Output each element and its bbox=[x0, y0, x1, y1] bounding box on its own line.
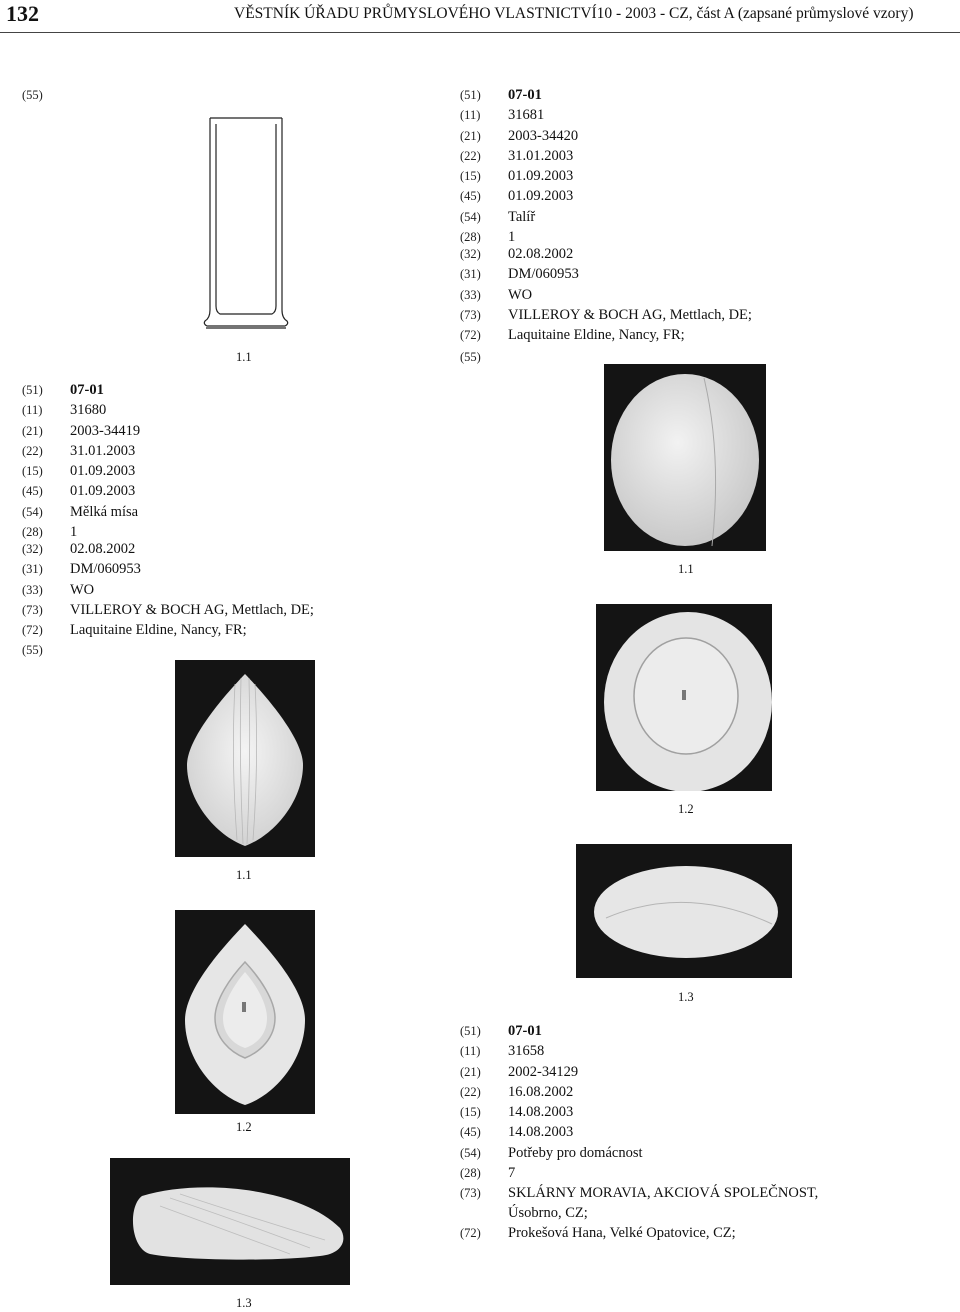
field-code: (72) bbox=[22, 623, 43, 638]
field-value: Prokešová Hana, Velké Opatovice, CZ; bbox=[508, 1225, 736, 1242]
field-code: (72) bbox=[460, 328, 481, 343]
field-value: VILLEROY & BOCH AG, Mettlach, DE; bbox=[508, 306, 752, 323]
field-code: (31) bbox=[460, 267, 481, 282]
field-code: (11) bbox=[22, 403, 43, 418]
field-value: 16.08.2002 bbox=[508, 1083, 574, 1100]
field-code: (28) bbox=[460, 230, 481, 245]
figure-caption: 1.2 bbox=[236, 1120, 252, 1134]
field-value: 07-01 bbox=[70, 382, 104, 398]
field-value: DM/060953 bbox=[508, 266, 579, 283]
field-code: (22) bbox=[22, 443, 43, 458]
field-code: (32) bbox=[460, 247, 481, 262]
field-code: (54) bbox=[22, 504, 43, 519]
field-code: (33) bbox=[460, 287, 481, 302]
field-code: (72) bbox=[460, 1226, 481, 1241]
page-header bbox=[0, 0, 960, 34]
field-code: (33) bbox=[22, 582, 43, 597]
figure-caption: 1.1 bbox=[236, 350, 252, 364]
field-code: (15) bbox=[22, 464, 43, 479]
figure-caption: 1.3 bbox=[678, 990, 694, 1004]
field-code: (21) bbox=[460, 128, 481, 143]
field-value: 14.08.2003 bbox=[508, 1124, 574, 1141]
shallow-bowl-photo-icon bbox=[110, 1158, 350, 1285]
owner-line-1: SKLÁRNY MORAVIA, AKCIOVÁ SPOLEČNOST, bbox=[508, 1185, 819, 1202]
field-code: (11) bbox=[460, 1044, 481, 1059]
field-code: (21) bbox=[22, 423, 43, 438]
journal-title: VĚSTNÍK ÚŘADU PRŮMYSLOVÉHO VLASTNICTVÍ10 - 2003 - CZ, část A (zapsané průmyslové vzory) bbox=[234, 5, 914, 22]
record-prev-code-55: (55) bbox=[22, 88, 43, 102]
field-value: 01.09.2003 bbox=[508, 168, 574, 185]
field-value: 02.08.2002 bbox=[508, 246, 574, 263]
figure-caption: 1.2 bbox=[678, 802, 694, 816]
field-code: (28) bbox=[460, 1166, 481, 1181]
field-code: (32) bbox=[22, 542, 43, 557]
figure-caption: 1.1 bbox=[236, 868, 252, 882]
field-value: WO bbox=[70, 581, 95, 598]
field-code: (15) bbox=[460, 1105, 481, 1120]
field-value: 2002-34129 bbox=[508, 1063, 579, 1080]
shallow-bowl-photo-icon bbox=[175, 660, 315, 857]
field-value: 31.01.2003 bbox=[70, 442, 136, 459]
glass-vase-drawing-icon bbox=[200, 114, 292, 332]
field-value: 31680 bbox=[70, 402, 107, 419]
figure-caption: 1.3 bbox=[236, 1296, 252, 1310]
field-code: (22) bbox=[460, 1084, 481, 1099]
field-code: (73) bbox=[22, 602, 43, 617]
plate-photo-icon bbox=[596, 604, 772, 791]
record-31680-code-55: (55) bbox=[22, 643, 43, 657]
field-value: Laquitaine Eldine, Nancy, FR; bbox=[508, 327, 685, 344]
owner-line-2: Úsobrno, CZ; bbox=[508, 1205, 588, 1222]
field-code: (11) bbox=[460, 108, 481, 123]
field-code: (54) bbox=[460, 1145, 481, 1160]
field-value: 02.08.2002 bbox=[70, 541, 136, 558]
field-value: 14.08.2003 bbox=[508, 1104, 574, 1121]
field-code: (51) bbox=[460, 1024, 481, 1038]
field-code: (45) bbox=[22, 484, 43, 499]
field-value: Potřeby pro domácnost bbox=[508, 1144, 643, 1161]
field-value: 7 bbox=[508, 1165, 516, 1182]
plate-photo-icon bbox=[604, 364, 766, 551]
field-code: (15) bbox=[460, 169, 481, 184]
field-value: VILLEROY & BOCH AG, Mettlach, DE; bbox=[70, 601, 314, 618]
field-value: 07-01 bbox=[508, 87, 542, 103]
field-code: (73) bbox=[460, 1186, 481, 1201]
record-31681-code-55: (55) bbox=[460, 350, 481, 364]
field-value: 31658 bbox=[508, 1043, 545, 1060]
field-value: 01.09.2003 bbox=[70, 463, 136, 480]
page-number: 132 bbox=[6, 1, 39, 26]
header-divider bbox=[0, 32, 960, 33]
field-code: (73) bbox=[460, 307, 481, 322]
field-value: DM/060953 bbox=[70, 561, 141, 578]
plate-photo-icon bbox=[576, 844, 792, 978]
field-code: (45) bbox=[460, 1125, 481, 1140]
field-value: Mělká mísa bbox=[70, 503, 139, 520]
field-value: 31681 bbox=[508, 107, 545, 124]
shallow-bowl-photo-icon bbox=[175, 910, 315, 1114]
field-value: Laquitaine Eldine, Nancy, FR; bbox=[70, 622, 247, 639]
field-value bbox=[508, 1183, 818, 1223]
field-value: 1 bbox=[508, 229, 516, 246]
field-code: (31) bbox=[22, 562, 43, 577]
field-value: 01.09.2003 bbox=[70, 483, 136, 500]
field-code: (28) bbox=[22, 525, 43, 540]
figure-caption: 1.1 bbox=[678, 562, 694, 576]
field-code: (51) bbox=[460, 88, 481, 102]
field-code: (21) bbox=[460, 1064, 481, 1079]
field-code: (45) bbox=[460, 189, 481, 204]
field-code: (51) bbox=[22, 383, 43, 397]
field-value: 31.01.2003 bbox=[508, 147, 574, 164]
field-value: WO bbox=[508, 286, 533, 303]
field-code: (22) bbox=[460, 148, 481, 163]
field-value: 07-01 bbox=[508, 1023, 542, 1039]
field-value: 1 bbox=[70, 524, 78, 541]
field-value: 2003-34420 bbox=[508, 127, 579, 144]
field-code: (54) bbox=[460, 209, 481, 224]
field-value: 2003-34419 bbox=[70, 422, 141, 439]
field-value: 01.09.2003 bbox=[508, 188, 574, 205]
field-value: Talíř bbox=[508, 208, 536, 225]
